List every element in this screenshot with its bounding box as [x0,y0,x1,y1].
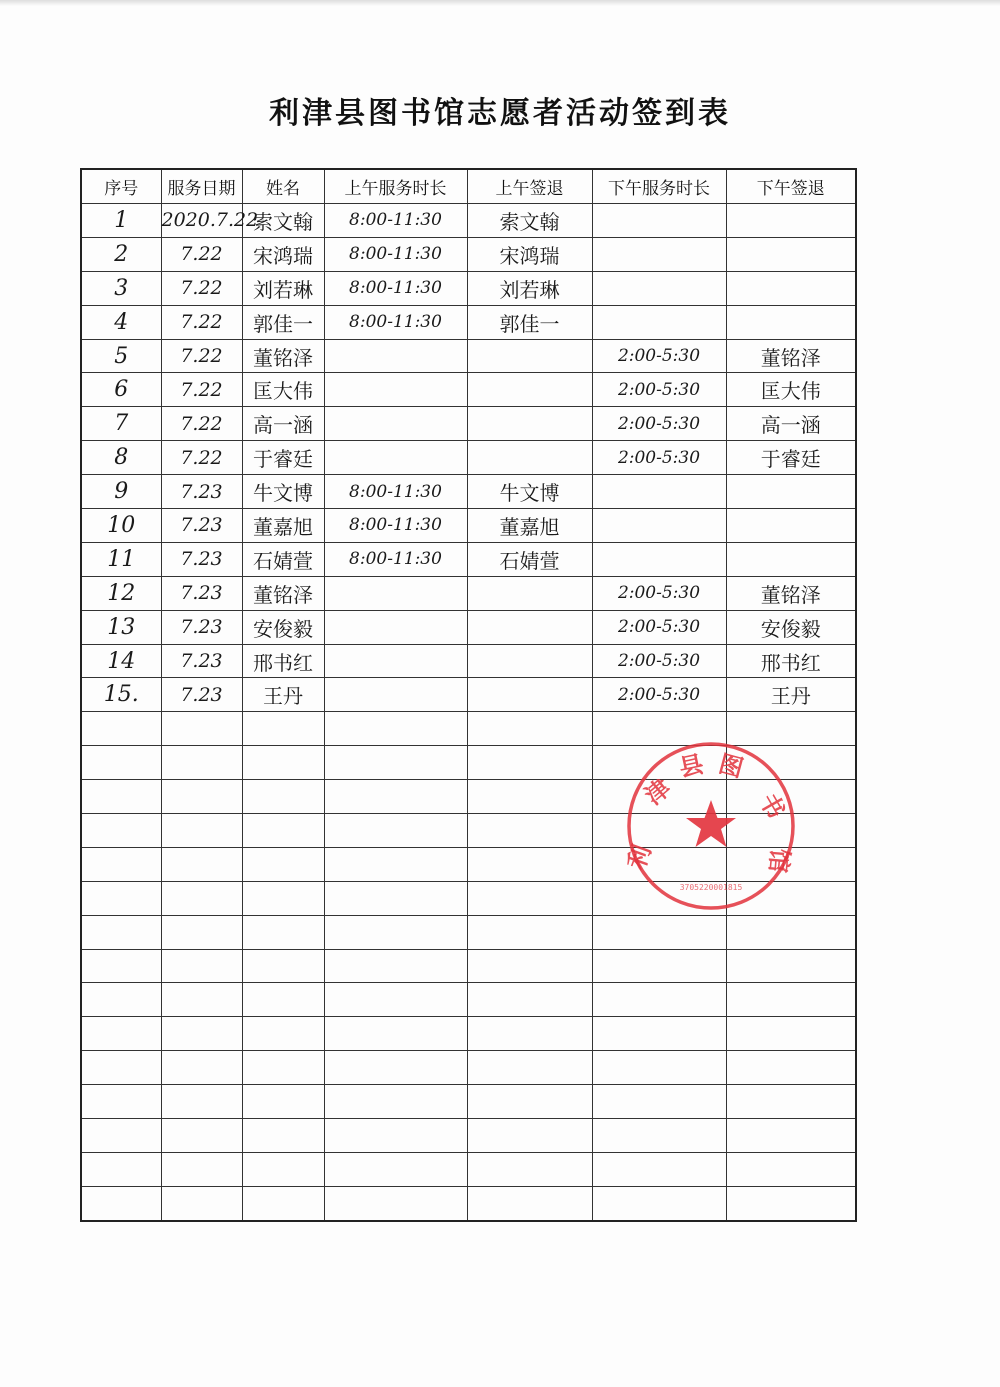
empty-cell [324,1152,467,1186]
cell-pm-sign: 邢书红 [726,644,856,678]
empty-cell [81,1051,161,1085]
cell-pm-time [592,509,726,543]
cell-pm-sign: 董铭泽 [726,576,856,610]
empty-row [81,949,856,983]
empty-cell [324,915,467,949]
cell-pm-time [592,542,726,576]
empty-cell [161,983,242,1017]
svg-text:馆: 馆 [763,847,795,874]
table-row [81,204,856,238]
empty-cell [726,1186,856,1220]
cell-seq: 10 [81,509,161,543]
header-pm-duration: 下午服务时长 [592,169,726,204]
cell-pm-sign: 董铭泽 [726,339,856,373]
empty-cell [467,847,592,881]
seal-star-icon [686,800,736,847]
cell-pm-time [592,271,726,305]
cell-name: 匡大伟 [242,373,324,407]
cell-name: 邢书红 [242,644,324,678]
empty-cell [242,915,324,949]
empty-cell [161,847,242,881]
empty-cell [161,814,242,848]
empty-cell [467,1085,592,1119]
empty-cell [592,1186,726,1220]
scan-edge [0,0,1000,6]
empty-cell [324,1119,467,1153]
cell-date: 7.23 [161,475,242,509]
empty-cell [726,1085,856,1119]
cell-date: 7.22 [161,305,242,339]
cell-pm-sign: 安俊毅 [726,610,856,644]
cell-pm-time [592,237,726,271]
cell-am-time [324,441,467,475]
table-row [81,475,856,509]
empty-cell [242,1085,324,1119]
empty-cell [242,983,324,1017]
cell-seq: 11 [81,542,161,576]
cell-name: 索文翰 [242,204,324,238]
cell-am-time: 8:00-11:30 [324,271,467,305]
empty-cell [726,1119,856,1153]
empty-cell [161,1186,242,1220]
svg-text:书: 书 [753,788,791,824]
empty-cell [161,949,242,983]
empty-cell [324,780,467,814]
table-row [81,373,856,407]
cell-am-sign: 郭佳一 [467,305,592,339]
cell-seq: 14 [81,644,161,678]
cell-seq: 4 [81,305,161,339]
cell-am-time [324,407,467,441]
cell-am-sign: 刘若琳 [467,271,592,305]
table-row [81,237,856,271]
header-date: 服务日期 [161,169,242,204]
empty-cell [592,1119,726,1153]
empty-cell [161,1051,242,1085]
table-row [81,271,856,305]
empty-row [81,1186,856,1220]
empty-cell [161,1152,242,1186]
cell-am-sign: 索文翰 [467,204,592,238]
cell-name: 郭佳一 [242,305,324,339]
empty-cell [592,1152,726,1186]
cell-seq: 3 [81,271,161,305]
empty-cell [726,949,856,983]
empty-cell [242,1186,324,1220]
empty-cell [324,1051,467,1085]
empty-cell [592,1051,726,1085]
header-am-signout: 上午签退 [467,169,592,204]
cell-seq: 1 [81,204,161,238]
cell-pm-time: 2:00-5:30 [592,373,726,407]
empty-cell [324,1017,467,1051]
cell-pm-sign [726,475,856,509]
empty-cell [467,746,592,780]
empty-cell [81,949,161,983]
cell-am-sign: 宋鸿瑞 [467,237,592,271]
empty-cell [81,915,161,949]
cell-am-time [324,610,467,644]
empty-cell [324,949,467,983]
empty-cell [81,712,161,746]
cell-date: 7.22 [161,407,242,441]
cell-am-time: 8:00-11:30 [324,204,467,238]
cell-pm-time [592,305,726,339]
empty-cell [467,881,592,915]
svg-text:县: 县 [676,749,706,783]
empty-row [81,1119,856,1153]
empty-cell [467,780,592,814]
page-title: 利津县图书馆志愿者活动签到表 [269,96,731,131]
empty-cell [81,881,161,915]
cell-date: 7.23 [161,542,242,576]
cell-pm-sign [726,542,856,576]
empty-cell [81,780,161,814]
table-row [81,644,856,678]
cell-name: 高一涵 [242,407,324,441]
cell-name: 石婧萱 [242,542,324,576]
empty-cell [592,1085,726,1119]
empty-cell [324,983,467,1017]
empty-cell [242,1119,324,1153]
svg-text:津: 津 [639,772,677,811]
empty-cell [324,746,467,780]
cell-am-time [324,339,467,373]
empty-cell [81,1186,161,1220]
table-row [81,339,856,373]
empty-cell [242,881,324,915]
cell-name: 董嘉旭 [242,509,324,543]
empty-cell [324,712,467,746]
empty-cell [161,881,242,915]
cell-name: 刘若琳 [242,271,324,305]
cell-am-sign [467,373,592,407]
cell-pm-sign [726,237,856,271]
header-am-duration: 上午服务时长 [324,169,467,204]
table-header-row [81,169,856,204]
empty-cell [467,1119,592,1153]
empty-cell [81,1017,161,1051]
empty-cell [467,814,592,848]
empty-row [81,1017,856,1051]
cell-pm-time: 2:00-5:30 [592,610,726,644]
header-seq: 序号 [81,169,161,204]
cell-seq: 6 [81,373,161,407]
cell-date: 7.22 [161,339,242,373]
cell-am-sign [467,610,592,644]
cell-date: 7.23 [161,644,242,678]
empty-cell [726,915,856,949]
cell-am-time: 8:00-11:30 [324,305,467,339]
cell-name: 于睿廷 [242,441,324,475]
cell-date: 7.22 [161,237,242,271]
empty-cell [242,1051,324,1085]
cell-date: 7.22 [161,373,242,407]
cell-date: 2020.7.22 [161,204,242,238]
empty-cell [467,1017,592,1051]
cell-am-time [324,678,467,712]
empty-cell [726,1017,856,1051]
empty-cell [324,814,467,848]
empty-cell [242,780,324,814]
cell-seq: 9 [81,475,161,509]
empty-cell [81,746,161,780]
cell-date: 7.23 [161,610,242,644]
table-row [81,542,856,576]
cell-name: 安俊毅 [242,610,324,644]
cell-am-sign [467,339,592,373]
cell-name: 牛文博 [242,475,324,509]
empty-cell [242,1152,324,1186]
seal-number: 3705220001815 [679,883,743,892]
cell-pm-sign [726,305,856,339]
empty-cell [592,1017,726,1051]
empty-cell [242,712,324,746]
header-pm-signout: 下午签退 [726,169,856,204]
cell-name: 宋鸿瑞 [242,237,324,271]
svg-text:利: 利 [621,840,657,874]
empty-cell [324,881,467,915]
empty-cell [726,1152,856,1186]
table-row [81,441,856,475]
empty-cell [81,1119,161,1153]
cell-seq: 5 [81,339,161,373]
empty-cell [81,814,161,848]
cell-pm-time: 2:00-5:30 [592,339,726,373]
cell-am-time [324,576,467,610]
empty-cell [161,1119,242,1153]
cell-seq: 12 [81,576,161,610]
cell-name: 董铭泽 [242,576,324,610]
empty-row [81,983,856,1017]
cell-am-time [324,373,467,407]
cell-pm-time: 2:00-5:30 [592,576,726,610]
empty-cell [242,1017,324,1051]
header-name: 姓名 [242,169,324,204]
cell-pm-sign: 于睿廷 [726,441,856,475]
cell-seq: 15. [81,678,161,712]
empty-cell [161,712,242,746]
cell-pm-sign: 高一涵 [726,407,856,441]
cell-date: 7.23 [161,678,242,712]
empty-cell [242,949,324,983]
cell-am-time: 8:00-11:30 [324,509,467,543]
empty-cell [161,780,242,814]
empty-cell [467,915,592,949]
cell-date: 7.22 [161,441,242,475]
empty-cell [467,1152,592,1186]
empty-cell [324,1085,467,1119]
cell-am-time: 8:00-11:30 [324,237,467,271]
empty-cell [467,712,592,746]
empty-row [81,915,856,949]
empty-cell [81,1152,161,1186]
table-row [81,407,856,441]
cell-pm-sign [726,271,856,305]
cell-date: 7.23 [161,576,242,610]
empty-cell [324,1186,467,1220]
empty-cell [467,983,592,1017]
cell-seq: 7 [81,407,161,441]
cell-pm-time [592,204,726,238]
cell-am-sign [467,644,592,678]
empty-cell [592,983,726,1017]
cell-am-time: 8:00-11:30 [324,475,467,509]
cell-date: 7.22 [161,271,242,305]
empty-cell [592,949,726,983]
table-row [81,509,856,543]
cell-am-sign [467,407,592,441]
empty-cell [242,847,324,881]
cell-am-sign: 石婧萱 [467,542,592,576]
empty-cell [81,1085,161,1119]
cell-pm-time: 2:00-5:30 [592,441,726,475]
cell-pm-sign: 王丹 [726,678,856,712]
cell-seq: 2 [81,237,161,271]
cell-pm-sign: 匡大伟 [726,373,856,407]
empty-row [81,1152,856,1186]
sign-in-table [80,168,857,1222]
cell-am-sign [467,441,592,475]
empty-row [81,1085,856,1119]
cell-pm-sign [726,204,856,238]
cell-pm-time [592,475,726,509]
empty-cell [81,847,161,881]
cell-date: 7.23 [161,509,242,543]
cell-pm-time: 2:00-5:30 [592,678,726,712]
cell-am-sign: 牛文博 [467,475,592,509]
cell-pm-time: 2:00-5:30 [592,407,726,441]
empty-cell [242,746,324,780]
empty-cell [161,1085,242,1119]
empty-cell [726,983,856,1017]
cell-am-sign [467,678,592,712]
table-row [81,305,856,339]
empty-cell [726,1051,856,1085]
cell-am-sign [467,576,592,610]
table-row [81,610,856,644]
empty-cell [467,1186,592,1220]
cell-name: 董铭泽 [242,339,324,373]
cell-am-time [324,644,467,678]
cell-am-sign: 董嘉旭 [467,509,592,543]
cell-pm-time: 2:00-5:30 [592,644,726,678]
table-row [81,678,856,712]
empty-cell [161,915,242,949]
empty-cell [467,949,592,983]
cell-seq: 13 [81,610,161,644]
empty-cell [324,847,467,881]
empty-cell [161,1017,242,1051]
empty-cell [467,1051,592,1085]
empty-cell [161,746,242,780]
table-row [81,576,856,610]
empty-row [81,1051,856,1085]
empty-cell [592,915,726,949]
cell-am-time: 8:00-11:30 [324,542,467,576]
cell-name: 王丹 [242,678,324,712]
empty-cell [242,814,324,848]
library-seal [621,740,797,912]
cell-pm-sign [726,509,856,543]
cell-seq: 8 [81,441,161,475]
empty-cell [81,983,161,1017]
svg-text:图: 图 [715,748,747,783]
